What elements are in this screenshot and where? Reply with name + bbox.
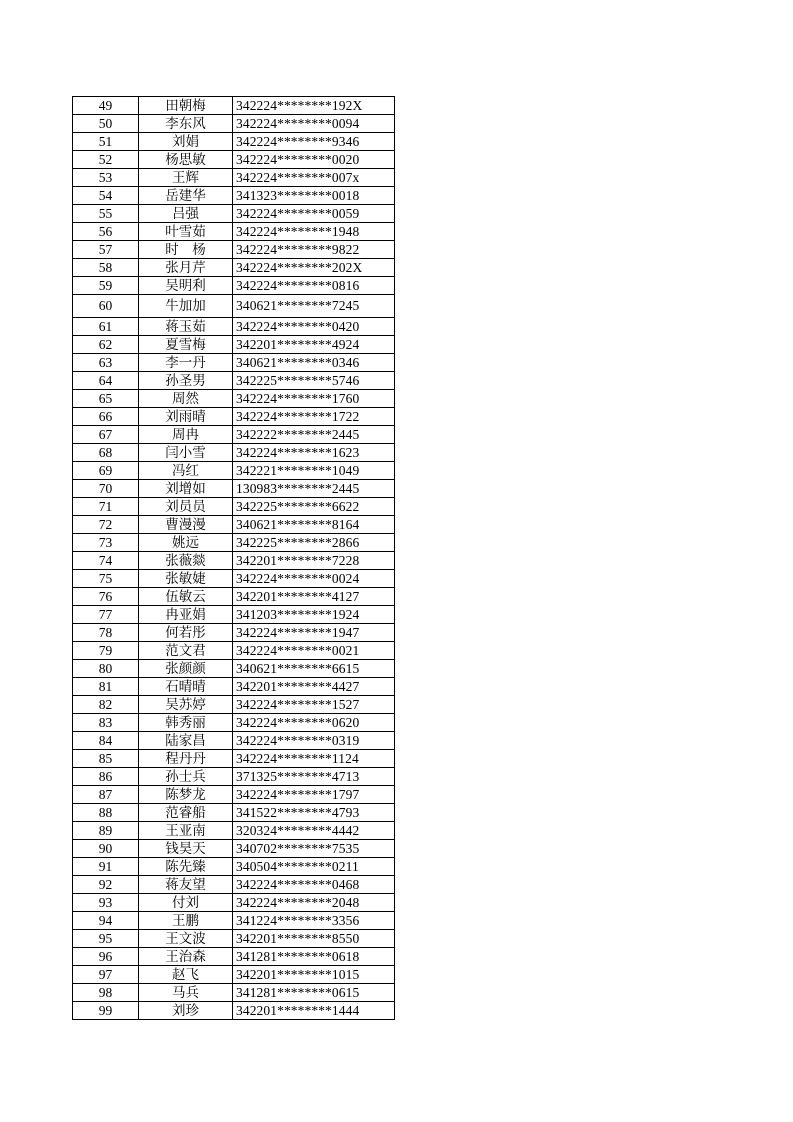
row-number-cell: 70 bbox=[73, 480, 139, 498]
row-number-cell: 75 bbox=[73, 570, 139, 588]
row-number-cell: 84 bbox=[73, 732, 139, 750]
name-cell: 王文波 bbox=[139, 930, 233, 948]
table-row bbox=[73, 205, 395, 223]
row-number-cell: 81 bbox=[73, 678, 139, 696]
table-row bbox=[73, 930, 395, 948]
name-cell: 岳建华 bbox=[139, 187, 233, 205]
table-row bbox=[73, 804, 395, 822]
name-cell: 吴明利 bbox=[139, 277, 233, 295]
name-cell: 刘珍 bbox=[139, 1002, 233, 1020]
id-number-cell: 342224********0319 bbox=[233, 732, 395, 750]
id-number-cell: 341224********3356 bbox=[233, 912, 395, 930]
id-number-cell: 342224********0094 bbox=[233, 115, 395, 133]
name-cell: 石晴晴 bbox=[139, 678, 233, 696]
table-row bbox=[73, 588, 395, 606]
name-cell: 付刘 bbox=[139, 894, 233, 912]
id-number-cell: 342224********192X bbox=[233, 97, 395, 115]
id-number-cell: 342224********0620 bbox=[233, 714, 395, 732]
name-cell: 刘娟 bbox=[139, 133, 233, 151]
id-number-cell: 342224********9822 bbox=[233, 241, 395, 259]
id-number-cell: 342224********1124 bbox=[233, 750, 395, 768]
name-cell: 程丹丹 bbox=[139, 750, 233, 768]
table-row bbox=[73, 678, 395, 696]
table-row bbox=[73, 696, 395, 714]
row-number-cell: 85 bbox=[73, 750, 139, 768]
table-row bbox=[73, 786, 395, 804]
table-row bbox=[73, 408, 395, 426]
table-row bbox=[73, 169, 395, 187]
id-number-cell: 342224********1948 bbox=[233, 223, 395, 241]
row-number-cell: 99 bbox=[73, 1002, 139, 1020]
id-number-cell: 340702********7535 bbox=[233, 840, 395, 858]
table-row bbox=[73, 750, 395, 768]
row-number-cell: 98 bbox=[73, 984, 139, 1002]
row-number-cell: 62 bbox=[73, 336, 139, 354]
row-number-cell: 91 bbox=[73, 858, 139, 876]
name-cell: 陈梦龙 bbox=[139, 786, 233, 804]
row-number-cell: 50 bbox=[73, 115, 139, 133]
id-number-cell: 342201********4127 bbox=[233, 588, 395, 606]
name-cell: 张敏婕 bbox=[139, 570, 233, 588]
table-row bbox=[73, 966, 395, 984]
name-cell: 伍敏云 bbox=[139, 588, 233, 606]
name-cell: 周冉 bbox=[139, 426, 233, 444]
id-number-cell: 342224********1527 bbox=[233, 696, 395, 714]
id-number-cell: 342224********1722 bbox=[233, 408, 395, 426]
name-cell: 冯红 bbox=[139, 462, 233, 480]
row-number-cell: 60 bbox=[73, 295, 139, 318]
id-number-cell: 342224********0816 bbox=[233, 277, 395, 295]
row-number-cell: 71 bbox=[73, 498, 139, 516]
row-number-cell: 87 bbox=[73, 786, 139, 804]
id-number-cell: 340621********8164 bbox=[233, 516, 395, 534]
table-row bbox=[73, 642, 395, 660]
id-number-cell: 341323********0018 bbox=[233, 187, 395, 205]
id-number-cell: 341281********0618 bbox=[233, 948, 395, 966]
id-number-cell: 342221********1049 bbox=[233, 462, 395, 480]
id-number-cell: 342201********1015 bbox=[233, 966, 395, 984]
row-number-cell: 80 bbox=[73, 660, 139, 678]
row-number-cell: 55 bbox=[73, 205, 139, 223]
row-number-cell: 51 bbox=[73, 133, 139, 151]
id-number-cell: 342224********1947 bbox=[233, 624, 395, 642]
name-cell: 钱昊天 bbox=[139, 840, 233, 858]
table-row bbox=[73, 624, 395, 642]
table-row bbox=[73, 516, 395, 534]
id-number-cell: 342222********2445 bbox=[233, 426, 395, 444]
table-row bbox=[73, 223, 395, 241]
table-row bbox=[73, 277, 395, 295]
id-number-cell: 342225********5746 bbox=[233, 372, 395, 390]
id-number-cell: 341281********0615 bbox=[233, 984, 395, 1002]
table-row bbox=[73, 318, 395, 336]
name-cell: 马兵 bbox=[139, 984, 233, 1002]
row-number-cell: 68 bbox=[73, 444, 139, 462]
table-row bbox=[73, 606, 395, 624]
name-cell: 冉亚娟 bbox=[139, 606, 233, 624]
row-number-cell: 49 bbox=[73, 97, 139, 115]
name-cell: 王亚南 bbox=[139, 822, 233, 840]
table-row bbox=[73, 336, 395, 354]
row-number-cell: 88 bbox=[73, 804, 139, 822]
table-row bbox=[73, 714, 395, 732]
name-cell: 陈先臻 bbox=[139, 858, 233, 876]
id-number-cell: 342201********4427 bbox=[233, 678, 395, 696]
name-cell: 王鹏 bbox=[139, 912, 233, 930]
table-row bbox=[73, 462, 395, 480]
table-row bbox=[73, 426, 395, 444]
row-number-cell: 90 bbox=[73, 840, 139, 858]
row-number-cell: 97 bbox=[73, 966, 139, 984]
name-cell: 王治森 bbox=[139, 948, 233, 966]
id-number-cell: 340621********0346 bbox=[233, 354, 395, 372]
name-cell: 蒋玉茹 bbox=[139, 318, 233, 336]
row-number-cell: 92 bbox=[73, 876, 139, 894]
name-cell: 刘员员 bbox=[139, 498, 233, 516]
id-number-cell: 342224********0420 bbox=[233, 318, 395, 336]
name-cell: 夏雪梅 bbox=[139, 336, 233, 354]
row-number-cell: 54 bbox=[73, 187, 139, 205]
row-number-cell: 57 bbox=[73, 241, 139, 259]
row-number-cell: 79 bbox=[73, 642, 139, 660]
row-number-cell: 67 bbox=[73, 426, 139, 444]
id-number-cell: 342224********9346 bbox=[233, 133, 395, 151]
name-cell: 陆家昌 bbox=[139, 732, 233, 750]
id-number-cell: 342224********0021 bbox=[233, 642, 395, 660]
id-number-cell: 342201********7228 bbox=[233, 552, 395, 570]
name-cell: 吴苏婷 bbox=[139, 696, 233, 714]
row-number-cell: 65 bbox=[73, 390, 139, 408]
row-number-cell: 76 bbox=[73, 588, 139, 606]
row-number-cell: 94 bbox=[73, 912, 139, 930]
table-row bbox=[73, 354, 395, 372]
row-number-cell: 61 bbox=[73, 318, 139, 336]
table-row bbox=[73, 534, 395, 552]
id-number-cell: 340504********0211 bbox=[233, 858, 395, 876]
row-number-cell: 72 bbox=[73, 516, 139, 534]
table-row bbox=[73, 1002, 395, 1020]
name-cell: 吕强 bbox=[139, 205, 233, 223]
name-cell: 姚远 bbox=[139, 534, 233, 552]
table-row bbox=[73, 115, 395, 133]
name-cell: 孙圣男 bbox=[139, 372, 233, 390]
name-cell: 刘雨晴 bbox=[139, 408, 233, 426]
name-cell: 韩秀丽 bbox=[139, 714, 233, 732]
row-number-cell: 52 bbox=[73, 151, 139, 169]
name-cell: 时 杨 bbox=[139, 241, 233, 259]
row-number-cell: 64 bbox=[73, 372, 139, 390]
table-row bbox=[73, 984, 395, 1002]
row-number-cell: 69 bbox=[73, 462, 139, 480]
name-cell: 曹漫漫 bbox=[139, 516, 233, 534]
id-number-cell: 342201********8550 bbox=[233, 930, 395, 948]
id-number-cell: 342224********0059 bbox=[233, 205, 395, 223]
table-row bbox=[73, 840, 395, 858]
table-row bbox=[73, 480, 395, 498]
id-number-cell: 342224********007x bbox=[233, 169, 395, 187]
row-number-cell: 66 bbox=[73, 408, 139, 426]
table-row bbox=[73, 768, 395, 786]
id-number-cell: 342224********0024 bbox=[233, 570, 395, 588]
id-number-cell: 320324********4442 bbox=[233, 822, 395, 840]
table-row bbox=[73, 151, 395, 169]
name-cell: 田朝梅 bbox=[139, 97, 233, 115]
id-number-cell: 341522********4793 bbox=[233, 804, 395, 822]
roster-table bbox=[72, 96, 395, 1020]
name-cell: 李东风 bbox=[139, 115, 233, 133]
name-cell: 张月芹 bbox=[139, 259, 233, 277]
table-row bbox=[73, 295, 395, 318]
row-number-cell: 63 bbox=[73, 354, 139, 372]
name-cell: 孙士兵 bbox=[139, 768, 233, 786]
table-row bbox=[73, 732, 395, 750]
id-number-cell: 342201********4924 bbox=[233, 336, 395, 354]
table-row bbox=[73, 133, 395, 151]
name-cell: 张薇燚 bbox=[139, 552, 233, 570]
row-number-cell: 73 bbox=[73, 534, 139, 552]
row-number-cell: 86 bbox=[73, 768, 139, 786]
name-cell: 张颜颜 bbox=[139, 660, 233, 678]
name-cell: 蒋友望 bbox=[139, 876, 233, 894]
name-cell: 李一丹 bbox=[139, 354, 233, 372]
id-number-cell: 342224********202X bbox=[233, 259, 395, 277]
id-number-cell: 342225********6622 bbox=[233, 498, 395, 516]
name-cell: 王辉 bbox=[139, 169, 233, 187]
id-number-cell: 340621********6615 bbox=[233, 660, 395, 678]
name-cell: 何若彤 bbox=[139, 624, 233, 642]
id-number-cell: 342224********1760 bbox=[233, 390, 395, 408]
table-row bbox=[73, 570, 395, 588]
row-number-cell: 58 bbox=[73, 259, 139, 277]
name-cell: 刘增如 bbox=[139, 480, 233, 498]
table-row bbox=[73, 858, 395, 876]
name-cell: 杨思敏 bbox=[139, 151, 233, 169]
table-row bbox=[73, 498, 395, 516]
table-row bbox=[73, 822, 395, 840]
id-number-cell: 342224********2048 bbox=[233, 894, 395, 912]
id-number-cell: 371325********4713 bbox=[233, 768, 395, 786]
table-row bbox=[73, 97, 395, 115]
id-number-cell: 340621********7245 bbox=[233, 295, 395, 318]
table-row bbox=[73, 390, 395, 408]
name-cell: 周然 bbox=[139, 390, 233, 408]
row-number-cell: 96 bbox=[73, 948, 139, 966]
id-number-cell: 342201********1444 bbox=[233, 1002, 395, 1020]
name-cell: 范文君 bbox=[139, 642, 233, 660]
table-row bbox=[73, 552, 395, 570]
table-row bbox=[73, 259, 395, 277]
id-number-cell: 341203********1924 bbox=[233, 606, 395, 624]
row-number-cell: 59 bbox=[73, 277, 139, 295]
id-number-cell: 342224********1623 bbox=[233, 444, 395, 462]
table-row bbox=[73, 187, 395, 205]
table-row bbox=[73, 372, 395, 390]
table-row bbox=[73, 894, 395, 912]
table-row bbox=[73, 948, 395, 966]
table-row bbox=[73, 912, 395, 930]
id-number-cell: 342224********1797 bbox=[233, 786, 395, 804]
row-number-cell: 56 bbox=[73, 223, 139, 241]
id-number-cell: 130983********2445 bbox=[233, 480, 395, 498]
name-cell: 范睿船 bbox=[139, 804, 233, 822]
row-number-cell: 74 bbox=[73, 552, 139, 570]
name-cell: 牛加加 bbox=[139, 295, 233, 318]
table-row bbox=[73, 241, 395, 259]
row-number-cell: 82 bbox=[73, 696, 139, 714]
name-cell: 赵飞 bbox=[139, 966, 233, 984]
row-number-cell: 83 bbox=[73, 714, 139, 732]
row-number-cell: 89 bbox=[73, 822, 139, 840]
row-number-cell: 53 bbox=[73, 169, 139, 187]
table-row bbox=[73, 444, 395, 462]
roster-table-body bbox=[73, 97, 395, 1020]
row-number-cell: 78 bbox=[73, 624, 139, 642]
table-row bbox=[73, 876, 395, 894]
row-number-cell: 77 bbox=[73, 606, 139, 624]
name-cell: 闫小雪 bbox=[139, 444, 233, 462]
row-number-cell: 95 bbox=[73, 930, 139, 948]
id-number-cell: 342224********0020 bbox=[233, 151, 395, 169]
id-number-cell: 342224********0468 bbox=[233, 876, 395, 894]
id-number-cell: 342225********2866 bbox=[233, 534, 395, 552]
row-number-cell: 93 bbox=[73, 894, 139, 912]
name-cell: 叶雪茹 bbox=[139, 223, 233, 241]
table-row bbox=[73, 660, 395, 678]
